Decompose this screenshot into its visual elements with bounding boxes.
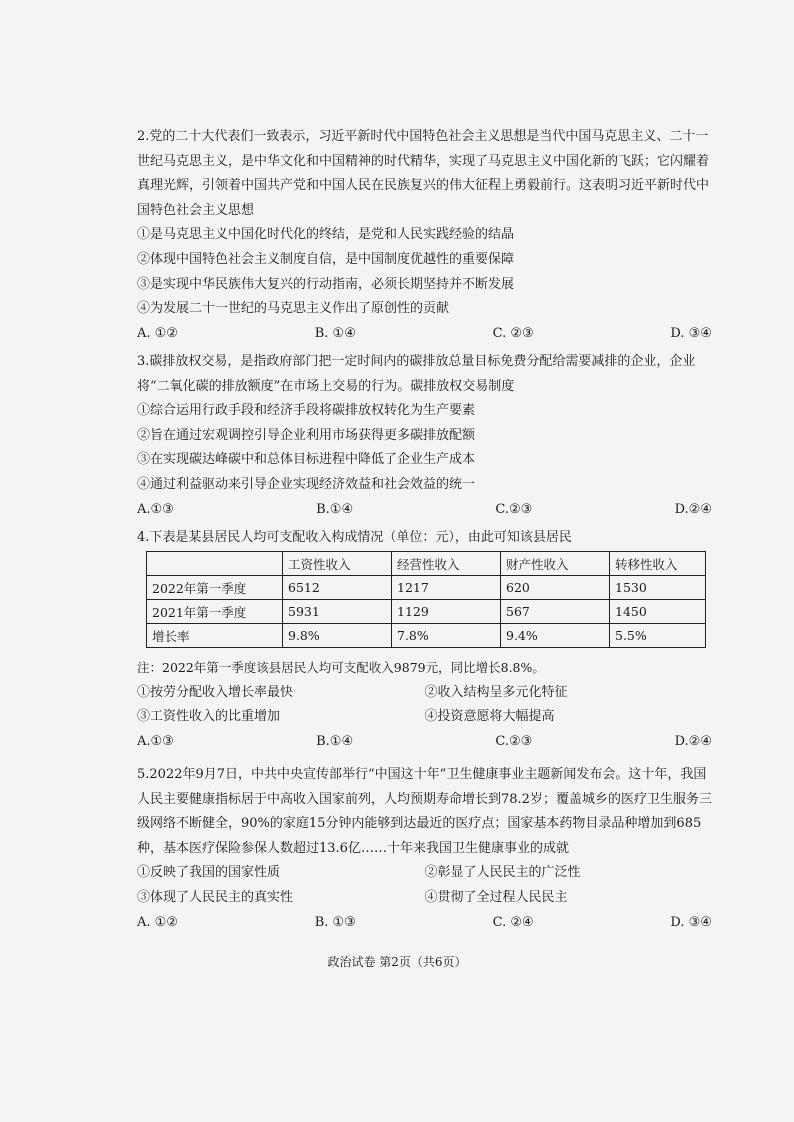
option-d: D. ③④ xyxy=(670,325,712,341)
question-2-item-1: ①是马克思主义中国化时代化的终结，是党和人民实践经验的结晶 xyxy=(137,227,515,243)
question-4-options xyxy=(137,730,712,755)
table-cell: 1217 xyxy=(392,576,501,600)
table-cell: 2022年第一季度 xyxy=(147,576,283,600)
question-2 xyxy=(137,125,712,346)
table-cell: 1450 xyxy=(610,600,706,624)
question-3-item-3: ③在实现碳达峰碳中和总体目标进程中降低了企业生产成本 xyxy=(137,452,476,468)
table-cell: 增长率 xyxy=(147,624,283,648)
table-note: 注：2022年第一季度该县居民人均可支配收入9879元，同比增长8.8%。 xyxy=(137,660,545,675)
question-5-item-4: ④贯彻了全过程人民民主 xyxy=(424,889,568,905)
option-a: A. ①② xyxy=(137,914,178,930)
table-cell: 9.8% xyxy=(283,624,392,648)
question-3-options xyxy=(137,498,712,523)
option-a: A.①③ xyxy=(137,733,174,749)
question-5 xyxy=(137,763,712,935)
option-c: C.②③ xyxy=(495,501,533,517)
table-header-cell: 转移性收入 xyxy=(610,552,706,576)
option-d: D.②④ xyxy=(674,733,712,749)
question-3-item-2: ②旨在通过宏观调控引导企业利用市场获得更多碳排放配额 xyxy=(137,427,476,443)
table-cell: 5931 xyxy=(283,600,392,624)
option-d: D.②④ xyxy=(674,501,712,517)
question-3-item-1: ①综合运用行政手段和经济手段将碳排放权转化为生产要素 xyxy=(137,403,476,419)
table-cell: 5.5% xyxy=(610,624,706,648)
question-3 xyxy=(137,350,712,522)
question-5-item-1: ①反映了我国的国家性质 xyxy=(137,865,281,881)
question-4-items-row-2 xyxy=(137,705,712,730)
option-b: B. ①③ xyxy=(314,914,356,930)
table-header-cell: 财产性收入 xyxy=(501,552,610,576)
option-a: A.①③ xyxy=(137,501,174,517)
table-cell: 1530 xyxy=(610,576,706,600)
table-row xyxy=(147,576,706,600)
table-cell: 6512 xyxy=(283,576,392,600)
question-2-item-4: ④为发展二十一世纪的马克思主义作出了原创性的贡献 xyxy=(137,301,450,317)
question-4-stem: 4.下表是某县居民人均可支配收入构成情况（单位：元），由此可知该县居民 xyxy=(137,530,572,545)
question-4 xyxy=(137,526,712,551)
question-5-item-3: ③体现了人民民主的真实性 xyxy=(137,889,294,905)
option-a: A. ①② xyxy=(137,325,178,341)
table-row xyxy=(147,600,706,624)
page-footer: 政治试卷 第2页（共6页） xyxy=(327,955,467,969)
question-3-item-4: ④通过利益驱动来引导企业实现经济效益和社会效益的统一 xyxy=(137,476,476,492)
table-row xyxy=(147,624,706,648)
option-c: C. ②③ xyxy=(492,325,534,341)
table-cell: 7.8% xyxy=(392,624,501,648)
question-5-items-row-1 xyxy=(137,861,712,886)
question-5-stem: 5.2022年9月7日，中共中央宣传部举行“中国这十年”卫生健康事业主题新闻发布会。这十年，我国人民主要健康指标居于中高收入国家前列，人均预期寿命增长到78.2岁；覆盖城乡的医疗卫生服务三级网络不断健全，90%的家庭15分钟内能够到达最近的医疗点；国家基本药物目录品种增加到685种，基本医疗保险参保人数超过13.6亿……十年来我国卫生健康事业的成就 xyxy=(137,767,712,856)
question-2-stem: 2.党的二十大代表们一致表示，习近平新时代中国特色社会主义思想是当代中国马克思主义、二十一世纪马克思主义，是中华文化和中国精神的时代精华，实现了马克思主义中国化新的飞跃；它闪耀着真理光辉，引领着中国共产党和中国人民在民族复兴的伟大征程上勇毅前行。这表明习近平新时代中国特色社会主义思想 xyxy=(137,129,710,218)
question-5-items-row-2 xyxy=(137,886,712,911)
table-header-cell: 经营性收入 xyxy=(392,552,501,576)
question-2-item-3: ③是实现中华民族伟大复兴的行动指南，必须长期坚持并不断发展 xyxy=(137,276,515,292)
option-b: B.①④ xyxy=(316,501,354,517)
option-d: D. ③④ xyxy=(670,914,712,930)
question-4-item-4: ④投资意愿将大幅提高 xyxy=(424,709,555,725)
option-b: B.①④ xyxy=(316,733,354,749)
table-cell: 1129 xyxy=(392,600,501,624)
question-4-item-2: ②收入结构呈多元化特征 xyxy=(424,684,568,700)
question-4-body xyxy=(137,656,712,754)
question-3-stem: 3.碳排放权交易，是指政府部门把一定时间内的碳排放总量目标免费分配给需要减排的企业，企业将“二氧化碳的排放额度”在市场上交易的行为。碳排放权交易制度 xyxy=(137,354,696,394)
question-4-item-3: ③工资性收入的比重增加 xyxy=(137,709,281,725)
table-header-row xyxy=(147,552,706,576)
income-table xyxy=(146,551,706,648)
table-cell: 9.4% xyxy=(501,624,610,648)
option-b: B. ①④ xyxy=(314,325,356,341)
question-4-items-row-1 xyxy=(137,681,712,706)
table-cell: 620 xyxy=(501,576,610,600)
option-c: C. ②④ xyxy=(492,914,534,930)
question-2-item-2: ②体现中国特色社会主义制度自信，是中国制度优越性的重要保障 xyxy=(137,251,515,267)
table-header-cell: 工资性收入 xyxy=(283,552,392,576)
table-cell: 567 xyxy=(501,600,610,624)
question-4-item-1: ①按劳分配收入增长率最快 xyxy=(137,684,294,700)
question-2-options xyxy=(137,322,712,347)
question-5-options xyxy=(137,911,712,936)
question-5-item-2: ②彰显了人民民主的广泛性 xyxy=(424,865,581,881)
table-cell xyxy=(147,552,283,576)
option-c: C.②③ xyxy=(495,733,533,749)
table-cell: 2021年第一季度 xyxy=(147,600,283,624)
